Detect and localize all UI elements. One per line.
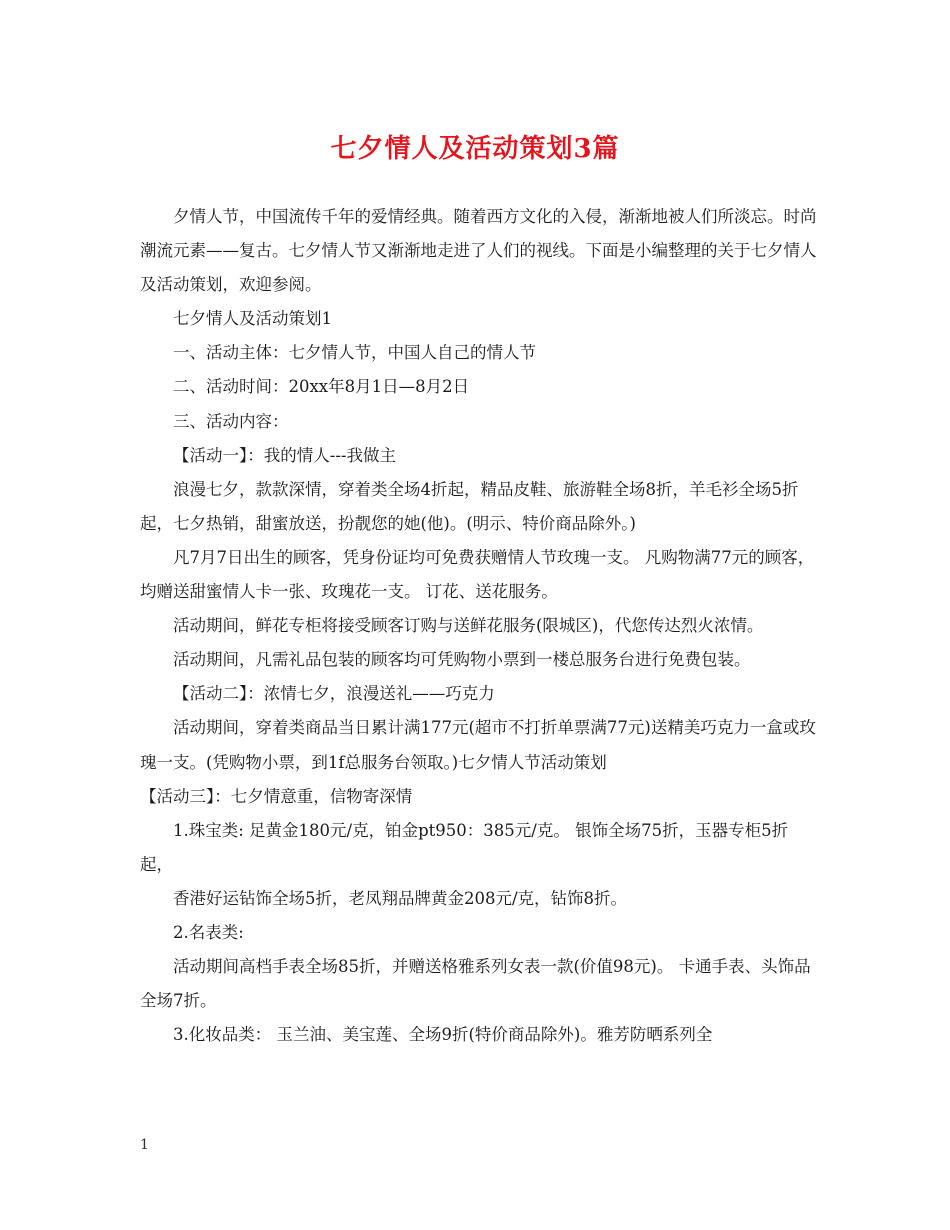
- paragraph-jewelry: 1.珠宝类: 足黄金180元/克，铂金pt950：385元/克。 银饰全场75折，玉器专柜5折起，: [140, 820, 789, 874]
- paragraph-time: 二、活动时间：20xx年8月1日—8月2日: [173, 377, 470, 397]
- paragraph-birthday-offer: 凡7月7日出生的顾客，凭身份证均可免费获赠情人节玫瑰一支。 凡购物满77元的顾客，均赠送甜蜜情人卡一张、玫瑰花一支。 订花、送花服务。: [140, 547, 815, 602]
- paragraph-jewelry-cont: 香港好运钻饰全场5折，老凤翔品牌黄金208元/克，钻饰8折。: [173, 888, 628, 908]
- paragraph-cosmetics: 3.化妆品类： 玉兰油、美宝莲、全场9折(特价商品除外)。雅芳防晒系列全: [173, 1025, 713, 1045]
- document-body: [140, 200, 820, 1052]
- paragraph-flower-service: 活动期间，鲜花专柜将接受顾客订购与送鲜花服务(限城区)，代您传达烈火浓情。: [173, 616, 764, 636]
- activity-one-heading: 【活动一】：我的情人---我做主: [173, 445, 396, 465]
- section-heading: 七夕情人及活动策划1: [173, 309, 332, 329]
- paragraph-subject: 一、活动主体：七夕情人节，中国人自己的情人节: [173, 343, 536, 363]
- paragraph-activity-two: 活动期间，穿着类商品当日累计满177元(超市不打折单票满77元)送精美巧克力一盒或玫瑰一支。(凭购物小票，到1f总服务台领取。)七夕情人节活动策划: [140, 718, 816, 772]
- paragraph-intro: 夕情人节，中国流传千年的爱情经典。随着西方文化的入侵，渐渐地被人们所淡忘。时尚潮流元素——复古。七夕情人节又渐渐地走进了人们的视线。下面是小编整理的关于七夕情人及活动策划，欢迎参阅。: [140, 207, 817, 295]
- paragraph-content-heading: 三、活动内容：: [173, 411, 289, 431]
- document-title: 七夕情人及活动策划3篇: [330, 134, 620, 164]
- activity-two-heading: 【活动二】：浓情七夕，浪漫送礼——巧克力: [173, 684, 495, 704]
- paragraph-activity-one: 浪漫七夕，款款深情，穿着类全场4折起，精品皮鞋、旅游鞋全场8折，羊毛衫全场5折起，七夕热销，甜蜜放送，扮靓您的她(他)。(明示、特价商品除外。): [140, 479, 799, 533]
- paragraph-watches: 活动期间高档手表全场85折，并赠送格雅系列女表一款(价值98元)。 卡通手表、头饰品全场7折。: [140, 957, 811, 1011]
- activity-three-heading: 【活动三】：七夕情意重，信物寄深情: [140, 786, 413, 806]
- page-number: 1: [140, 1137, 149, 1153]
- paragraph-gift-wrap: 活动期间，凡需礼品包装的顾客均可凭购物小票到一楼总服务台进行免费包装。: [173, 650, 751, 670]
- watch-heading: 2.名表类:: [173, 922, 244, 942]
